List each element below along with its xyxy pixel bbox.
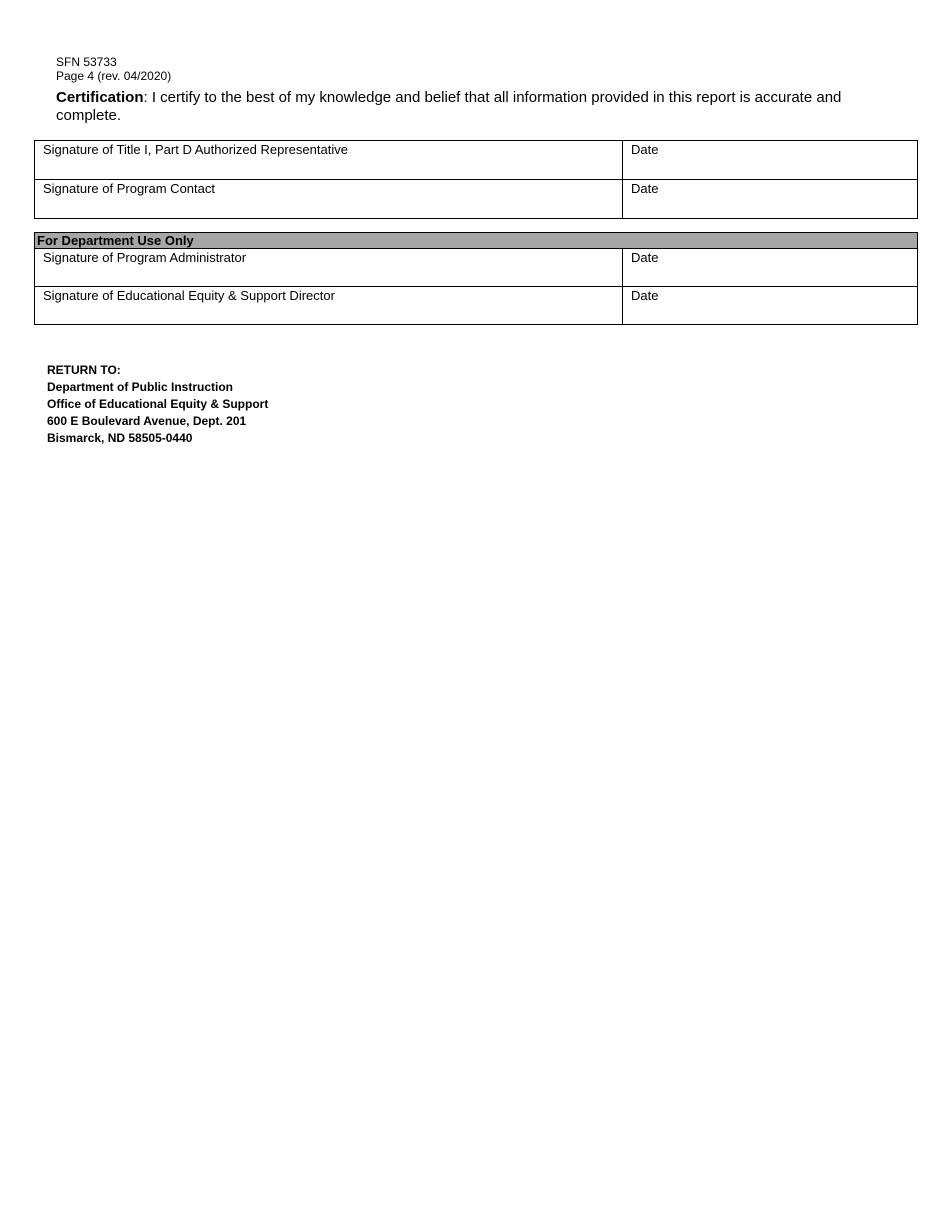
signature-label: Signature of Program Contact	[43, 181, 215, 196]
signature-row	[35, 287, 918, 325]
signature-row	[35, 180, 918, 219]
department-use-table	[34, 232, 918, 325]
date-label: Date	[631, 142, 659, 157]
return-line-office: Office of Educational Equity & Support	[47, 397, 269, 411]
signature-row	[35, 249, 918, 287]
return-address	[47, 362, 268, 447]
signature-label: Signature of Title I, Part D Authorized Representative	[43, 142, 348, 157]
page-info: Page 4 (rev. 04/2020)	[56, 69, 172, 83]
return-line-department: Department of Public Instruction	[47, 380, 234, 394]
form-number: SFN 53733	[56, 55, 117, 69]
signature-label: Signature of Educational Equity & Support Director	[43, 288, 335, 303]
signature-field-program-administrator[interactable]	[35, 249, 623, 287]
return-heading: RETURN TO:	[47, 363, 121, 377]
date-label: Date	[631, 288, 659, 303]
date-field-program-administrator[interactable]	[623, 249, 918, 287]
certification-text: : I certify to the best of my knowledge and belief that all information provided in this report is accurate and complete.	[56, 89, 842, 124]
form-header	[56, 55, 171, 83]
return-line-city: Bismarck, ND 58505-0440	[47, 431, 193, 445]
signature-field-program-contact[interactable]	[35, 180, 623, 219]
department-use-title: For Department Use Only	[35, 233, 918, 249]
date-label: Date	[631, 250, 659, 265]
department-use-header-row	[35, 233, 918, 249]
certification-label: Certification	[56, 89, 144, 106]
signature-label: Signature of Program Administrator	[43, 250, 247, 265]
return-line-street: 600 E Boulevard Avenue, Dept. 201	[47, 414, 247, 428]
date-field-equity-support-director[interactable]	[623, 287, 918, 325]
signature-field-authorized-representative[interactable]	[35, 141, 623, 180]
certification-statement	[56, 89, 896, 125]
signature-table	[34, 140, 918, 219]
signature-row	[35, 141, 918, 180]
signature-field-equity-support-director[interactable]	[35, 287, 623, 325]
date-label: Date	[631, 181, 659, 196]
date-field-authorized-representative[interactable]	[623, 141, 918, 180]
date-field-program-contact[interactable]	[623, 180, 918, 219]
